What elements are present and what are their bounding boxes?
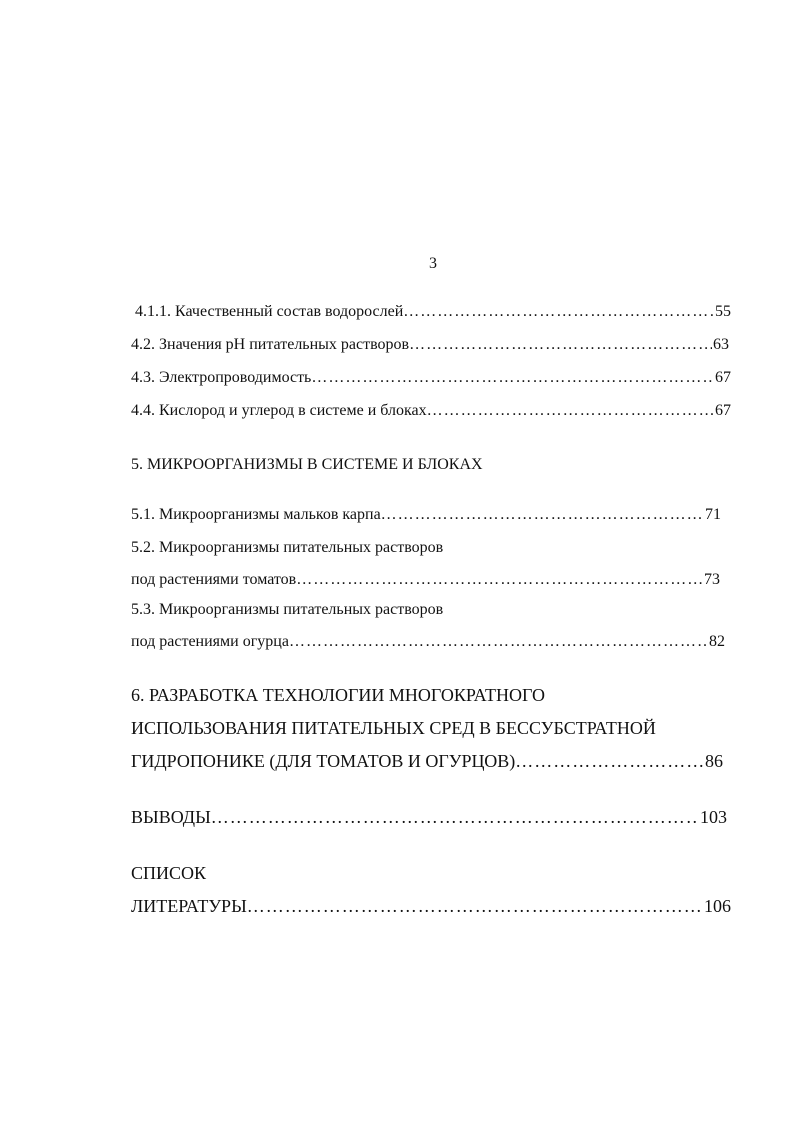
dot-leader [409, 335, 712, 355]
toc-entry-page: 71 [705, 506, 721, 523]
toc-entry [135, 302, 731, 322]
toc-entry-title: ЛИТЕРАТУРЫ [131, 896, 247, 916]
toc-entry-title: 4.1.1. Качественный состав водорослей [135, 303, 404, 320]
section-heading: ИСПОЛЬЗОВАНИЯ ПИТАТЕЛЬНЫХ СРЕД В БЕССУБСТРАТНОЙ [131, 718, 656, 738]
toc-entry [131, 750, 723, 772]
toc-entry-title: 4.4. Кислород и углерод в системе и блоках [131, 402, 427, 419]
dot-leader [211, 806, 699, 828]
toc-entry-page: 67 [715, 369, 731, 386]
dot-leader [247, 895, 703, 917]
toc-entry-title-line: 5.2. Микроорганизмы питательных растворов [131, 539, 444, 556]
toc-entry [131, 401, 731, 421]
toc-entry-title: 4.2. Значения pH питательных растворов [131, 336, 410, 353]
dot-leader [311, 368, 714, 388]
page-number: 3 [429, 255, 437, 272]
toc-entry-page: 55 [715, 303, 731, 320]
dot-leader [289, 632, 708, 652]
toc-entry [131, 895, 731, 917]
toc-entry [131, 368, 731, 388]
dot-leader [403, 302, 714, 322]
toc-entry-title: под растениями огурца [131, 633, 289, 650]
toc-entry [131, 806, 727, 828]
toc-entry-title: под растениями томатов [131, 571, 297, 588]
toc-entry-page: 86 [705, 751, 723, 771]
section-heading: 6. РАЗРАБОТКА ТЕХНОЛОГИИ МНОГОКРАТНОГО [131, 685, 545, 705]
dot-leader [296, 570, 703, 590]
toc-entry-title: 5.1. Микроорганизмы мальков карпа [131, 506, 381, 523]
toc-entry [131, 505, 721, 525]
toc-entry [131, 335, 729, 355]
toc-entry-title-line: СПИСОК [131, 863, 207, 883]
toc-entry-page: 67 [715, 402, 731, 419]
toc-entry-page: 63 [713, 336, 729, 353]
dot-leader [381, 505, 704, 525]
toc-entry-page: 103 [700, 807, 727, 827]
toc-entry-title-line: 5.3. Микроорганизмы питательных растворов [131, 601, 444, 618]
toc-entry-page: 106 [704, 896, 731, 916]
toc-entry-page: 82 [709, 633, 725, 650]
toc-entry [131, 570, 720, 590]
toc-entry-title: 4.3. Электропроводимость [131, 369, 312, 386]
toc-entry-page: 73 [704, 571, 720, 588]
dot-leader [427, 401, 714, 421]
section-heading: 5. МИКРООРГАНИЗМЫ В СИСТЕМЕ И БЛОКАХ [131, 456, 483, 473]
toc-entry-title: ВЫВОДЫ [131, 807, 211, 827]
toc-entry-title: ГИДРОПОНИКЕ (ДЛЯ ТОМАТОВ И ОГУРЦОВ) [131, 751, 516, 771]
toc-entry [131, 632, 725, 652]
dot-leader [515, 750, 704, 772]
